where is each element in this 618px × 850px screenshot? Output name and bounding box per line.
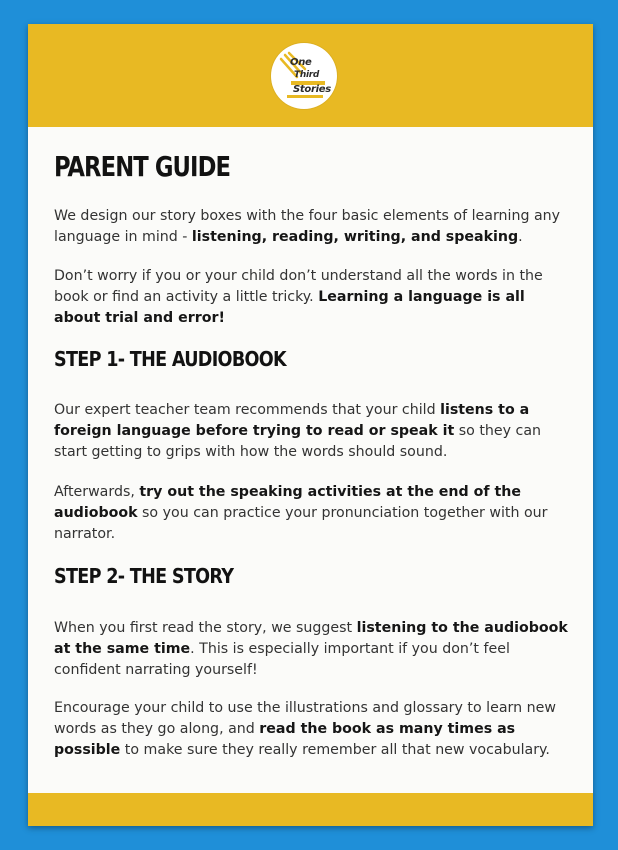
step2-paragraph-1: [54, 618, 574, 681]
step1-p2-end: so you can practice your pronunciation together with our narrator.: [54, 505, 548, 542]
intro-paragraph-1: [54, 206, 574, 248]
step2-heading-block: [54, 564, 574, 588]
step2-p2-bold: read the book as many times as possible: [54, 721, 516, 758]
intro-p2-bold: Learning a language is all about trial and error!: [54, 289, 525, 326]
header-band: [28, 24, 593, 127]
step2-p2-end: to make sure they really remember all that new vocabulary.: [120, 742, 550, 758]
step1-p2-bold: try out the speaking activities at the end of the audiobook: [54, 484, 521, 521]
step1-heading-block: [54, 347, 574, 371]
parent-guide-card: [28, 24, 593, 826]
one-third-stories-logo: [271, 43, 337, 109]
step2-paragraph-2: [54, 698, 574, 761]
step1-paragraph-2: [54, 482, 574, 545]
step1-p1-bold: listens to a foreign language before trying to read or speak it: [54, 402, 530, 439]
step1-paragraph-1: [54, 400, 574, 463]
step2-p2-text: Encourage your child to use the illustrations and glossary to learn new words as they go along, and: [54, 700, 556, 737]
page-title: PARENT GUIDE: [54, 150, 231, 183]
logo-word-third: Third: [294, 70, 320, 80]
footer-band: [28, 793, 593, 826]
step1-p2-text: Afterwards,: [54, 484, 140, 500]
intro-paragraph-2: [54, 266, 574, 329]
intro-p1-text: We design our story boxes with the four basic elements of learning any language in mind -: [54, 208, 561, 245]
step2-p1-bold: listening to the audiobook at the same time: [54, 620, 568, 657]
logo-word-stories: Stories: [293, 84, 331, 95]
intro-p1-bold: listening, reading, writing, and speaking: [191, 229, 519, 245]
step1-p1-text: Our expert teacher team recommends that your child: [54, 402, 441, 418]
step2-p1-end: . This is especially important if you don’t feel confident narrating yourself!: [54, 641, 510, 678]
intro-p1-end: .: [518, 229, 523, 245]
step1-heading: STEP 1- THE AUDIOBOOK: [54, 347, 286, 371]
step1-p1-end: so they can start getting to grips with how the words should sound.: [54, 423, 542, 460]
intro-p2-text: Don’t worry if you or your child don’t understand all the words in the book or find an activity a little tricky.: [54, 268, 543, 305]
step2-heading: STEP 2- THE STORY: [54, 564, 234, 588]
logo-word-one: One: [290, 57, 312, 68]
step2-p1-text: When you first read the story, we suggest: [54, 620, 357, 636]
page-title-block: [54, 150, 574, 183]
